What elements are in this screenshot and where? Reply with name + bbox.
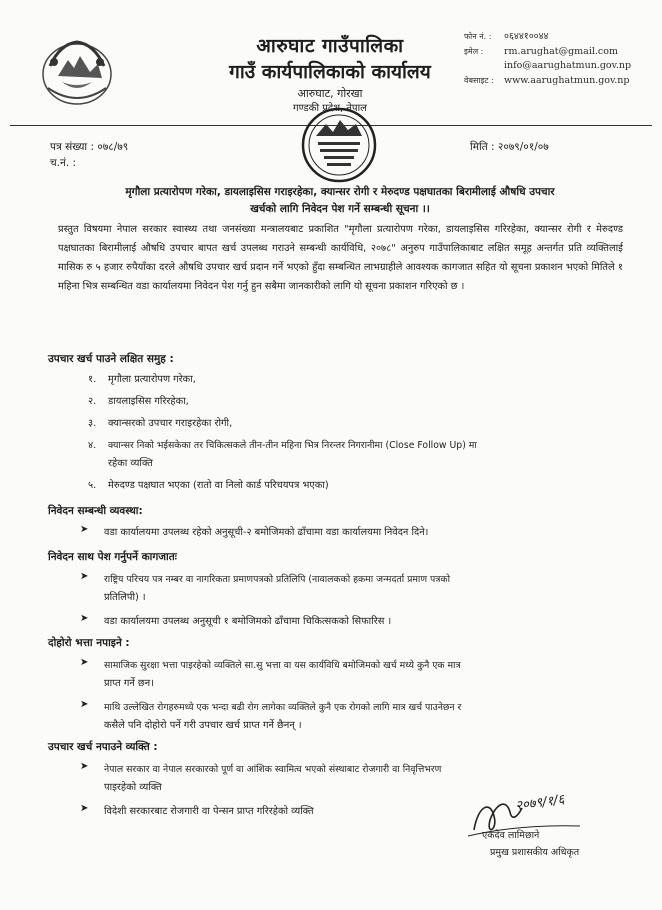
excluded-item-cont: पाइरहेको व्यक्ति [104, 782, 162, 793]
arrow-bullet-icon: ➤ [80, 613, 89, 624]
duplicate-item-cont: कसैले पनि दोहोरो पर्ने गरी उपचार खर्च प्राप्त गर्ने छैनन् । [104, 720, 302, 731]
excluded-heading: उपचार खर्च नपाउने व्यक्ति : [48, 741, 158, 753]
arrow-bullet-icon: ➤ [80, 657, 89, 668]
office-name: आरुघाट गाउँपालिका [256, 35, 404, 57]
target-item: डायलाइसिस गरिरहेका, [108, 396, 189, 407]
office-title: गाउँ कार्यपालिकाको कार्यालय [229, 61, 431, 83]
arrow-bullet-icon: ➤ [80, 761, 89, 772]
duplicate-item-cont: प्राप्त गर्ने छन। [104, 678, 154, 689]
target-item: मृगौला प्रत्यारोपण गरेका, [108, 374, 196, 385]
signatory-name: एकदेव लामिछाने [482, 830, 540, 841]
application-item: वडा कार्यालयमा उपलब्ध रहेको अनुसूची-२ बमोजिमको ढाँचामा वडा कार्यालयमा निवेदन दिने। [104, 527, 429, 538]
excluded-item: नेपाल सरकार वा नेपाल सरकारको पूर्ण वा आंशिक स्वामित्व भएको संस्थाबाट रोजगारी वा निवृत्तिभरण [104, 764, 442, 775]
duplicate-heading: दोहोरो भत्ता नपाइने : [48, 637, 130, 649]
target-item-num: १. [88, 374, 97, 385]
arrow-bullet-icon: ➤ [80, 699, 89, 710]
nepal-emblem-icon [40, 36, 115, 106]
target-item: मेरुदण्ड पक्षघात भएका (रातो वा निलो कार्ड परिचयपत्र भएका) [108, 480, 329, 491]
intro-paragraph: प्रस्तुत विषयमा नेपाल सरकार स्वास्थ्य तथा जनसंख्या मन्त्रालयबाट प्रकाशित "मृगौला प्रत्यारोपण गरेका, डायलाइसिस गरिरहेका, क्यान्सर रोगी र मेरुदण्ड पक्षघातका बिरामीलाई औषधि उपचार बापत खर्च उपलब्ध गराउने सम्बन्धी कार्यविधि, २०७८" अनुरुप गाउँपालिकाबाट लक्षित समूह अन्तर्गत प्रति व्यक्तिलाई मासिक रु ५ हजार रुपैयाँका दरले औषधि उपचार खर्च प्रदान गर्ने भएको हुँदा सम्बन्धित लाभग्राहीले आवश्यक कागजात सहित यो सूचना प्रकाशन भएको मितिले १ महिना भित्र सम्बन्धित वडा कार्यालयमा निवेदन पेश गर्नु हुन सबैमा जानकारीको लागि यो सूचना प्रकाशन गरिएको छ । [58, 224, 623, 292]
signatory-title: प्रमुख प्रशासकीय अधिकृत [490, 847, 580, 858]
duplicate-item: सामाजिक सुरक्षा भत्ता पाइरहेको व्यक्तिले सा.सु भत्ता वा यस कार्यविधि बमोजिमको खर्च मध्ये कुनै एक मात्र [104, 660, 461, 671]
target-item: क्यान्सरको उपचार गराइरहेका रोगी, [108, 418, 233, 429]
excluded-item: विदेशी सरकारबाट रोजगारी वा पेन्सन प्राप्त गरिरहेको व्यक्ति [104, 806, 314, 817]
office-stamp-icon [300, 106, 378, 184]
arrow-bullet-icon: ➤ [80, 571, 89, 582]
email-primary[interactable]: rm.arughat@gmail.com [504, 45, 618, 57]
dispatch-number: च.नं. : [50, 157, 77, 169]
email-secondary[interactable]: info@aarughatmun.gov.np [504, 60, 632, 71]
document-item-cont: प्रतिलिपी) । [104, 592, 146, 603]
document-item: वडा कार्यालयमा उपलब्ध अनुसूची १ बमोजिमको ढाँचामा चिकित्सकको सिफारिस । [104, 616, 392, 627]
target-item-num: २. [88, 396, 97, 407]
duplicate-item: माथि उल्लेखित रोगहरुमध्ये एक भन्दा बढी रोग लागेका व्यक्तिले कुनै एक रोगको लागि मात्र खर्च पाउनेछन र [104, 702, 462, 713]
target-item-num: ३. [88, 418, 97, 429]
website-label: वेबसाइट : [464, 75, 494, 85]
arrow-bullet-icon: ➤ [80, 803, 89, 814]
subject [60, 184, 620, 218]
email-label: इमेल : [464, 46, 484, 56]
contact-block [464, 30, 631, 88]
address-line-1: आरुघाट, गोरखा [297, 87, 363, 100]
phone-number: ०६४४१००४४ [504, 31, 549, 42]
target-group-heading: उपचार खर्च पाउने लक्षित समुह : [48, 353, 174, 365]
subject-line-1: मृगौला प्रत्यारोपण गरेका, डायलाइसिस गराइरहेका, क्यान्सर रोगी र मेरुदण्ड पक्षघातका बिरामीलाई औषधि उपचार [125, 186, 555, 198]
document-item: राष्ट्रिय परिचय पत्र नम्बर वा नागरिकता प्रमाणपत्रको प्रतिलिपि (नावालकको हकमा जन्मदर्ता प्रमाण पत्रको [104, 574, 450, 585]
documents-heading: निवेदन साथ पेश गर्नुपर्ने कागजातः [48, 551, 177, 563]
address-line-2: गण्डकी प्रदेश, नेपाल [293, 103, 367, 114]
application-heading: निवेदन सम्बन्धी व्यवस्था: [48, 505, 143, 517]
target-item-num: ५. [88, 480, 97, 491]
website-link[interactable]: www.aarughatmun.gov.np [504, 74, 630, 86]
target-item: क्यान्सर निको भईसकेका तर चिकित्सकले तीन-तीन महिना भित्र निरन्तर निगरानीमा (Close Follow Up) मा [108, 440, 477, 451]
target-item-cont: रहेका व्यक्ति [108, 458, 153, 469]
subject-line-2: खर्चको लागि निवेदन पेश गर्ने सम्बन्धी सूचना ।। [250, 203, 430, 215]
letter-date: मिति : २०७९/०१/०७ [470, 141, 549, 153]
target-item-num: ४. [88, 440, 97, 451]
letter-number: पत्र संख्या : ०७८/७९ [50, 141, 129, 153]
svg-text:२०७९/१/६: २०७९/१/६ [514, 792, 566, 814]
arrow-bullet-icon: ➤ [80, 524, 89, 535]
phone-label: फोन नं. : [464, 32, 492, 41]
